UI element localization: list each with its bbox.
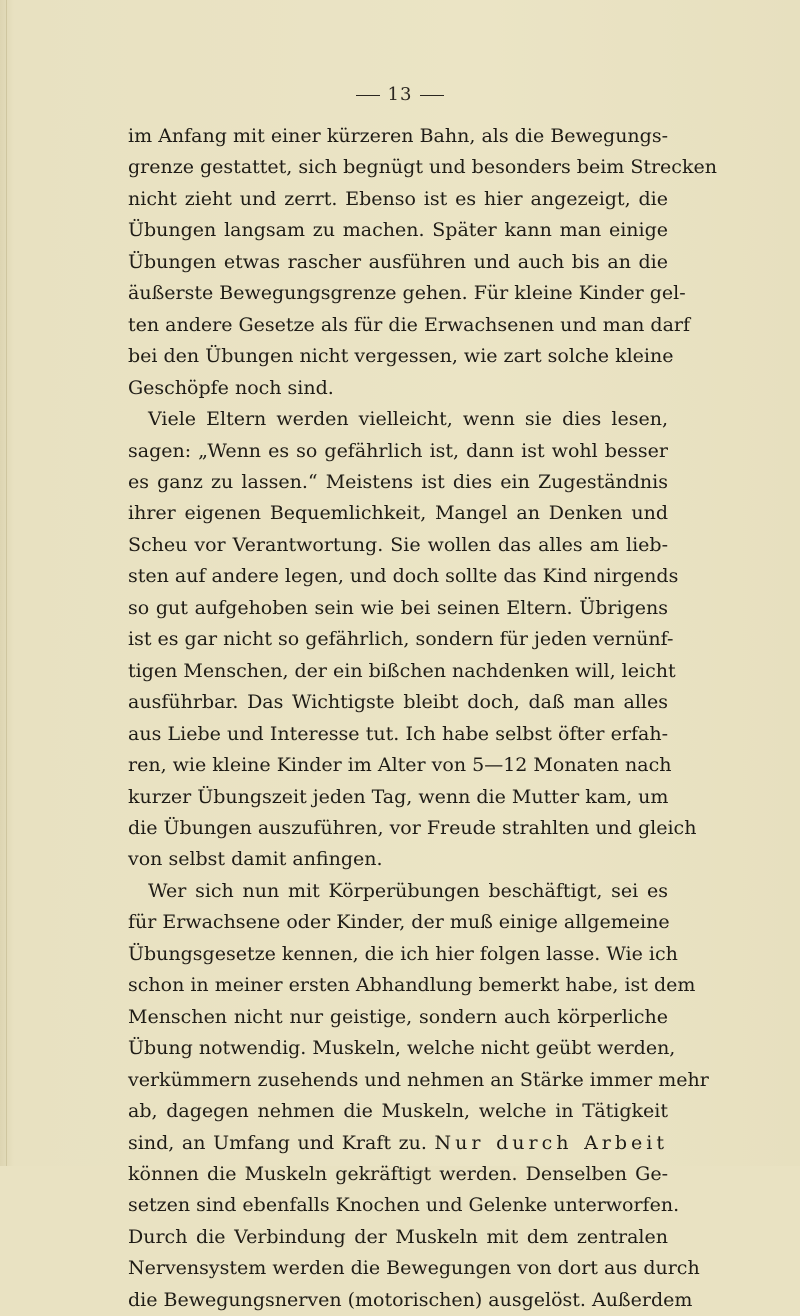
text-line: [128, 1002, 668, 1033]
text-line-content: Nervensystem werden die Bewegungen von dort aus durch: [128, 1257, 700, 1280]
text-line-content: kurzer Übungszeit jeden Tag, wenn die Mutter kam, um: [128, 785, 669, 808]
text-line: [128, 1285, 693, 1316]
text-line-content: ausführbar. Das Wichtigste bleibt doch, daß man alles: [128, 691, 668, 714]
header-dash-right: [420, 95, 444, 96]
text-line-content: für Erwachsene oder Kinder, der muß einige allgemeine: [128, 911, 670, 934]
text-line-content: ab, dagegen nehmen die Muskeln, welche in Tätigkeit: [128, 1100, 668, 1123]
text-line: [128, 970, 696, 1001]
text-line: [128, 813, 697, 844]
page-gutter-edge: [6, 0, 7, 1166]
text-line: [128, 278, 686, 309]
text-line-content: Übungsgesetze kennen, die ich hier folgen lasse. Wie ich: [128, 942, 678, 965]
text-line: [128, 561, 679, 592]
text-line: [128, 310, 691, 341]
text-line: [128, 939, 678, 970]
text-line: [128, 1065, 709, 1096]
text-line: [128, 750, 672, 781]
text-line-content: im Anfang mit einer kürzeren Bahn, als die Bewegungs-: [128, 125, 668, 147]
header-dash-left: [356, 95, 380, 96]
text-line: [128, 247, 668, 278]
text-line: [128, 1253, 700, 1284]
text-line: [128, 782, 668, 813]
text-line-content: Übungen langsam zu machen. Später kann man einige: [128, 219, 668, 242]
emphasized-text: Nur durch Arbeit: [434, 1131, 668, 1154]
text-line: [128, 1096, 668, 1127]
text-line: [128, 152, 717, 183]
text-line: [128, 121, 668, 152]
text-line-content: Geschöpfe noch sind.: [128, 376, 334, 399]
page-number: 13: [387, 84, 413, 105]
text-line-content: sind, an Umfang und Kraft zu.: [128, 1131, 427, 1154]
text-line-content: tigen Menschen, der ein bißchen nachdenken will, leicht: [128, 659, 676, 682]
text-line-content: äußerste Bewegungsgrenze gehen. Für kleine Kinder gel-: [128, 282, 686, 305]
text-line: [128, 404, 668, 435]
text-line: [128, 844, 668, 875]
text-line: [128, 1222, 668, 1253]
text-line-content: Menschen nicht nur geistige, sondern auch körperliche: [128, 1005, 668, 1028]
text-line-content: von selbst damit anfingen.: [128, 848, 383, 871]
text-line-content: ren, wie kleine Kinder im Alter von 5—12 Monaten nach: [128, 754, 672, 777]
text-line-content: können die Muskeln gekräftigt werden. Denselben Ge-: [128, 1162, 668, 1185]
text-line-content: Scheu vor Verantwortung. Sie wollen das alles am lieb-: [128, 533, 668, 556]
text-line-content: bei den Übungen nicht vergessen, wie zart solche kleine: [128, 345, 674, 368]
text-line: [128, 184, 668, 215]
text-line-content: es ganz zu lassen.“ Meistens ist dies ein Zugeständnis: [128, 470, 668, 493]
text-line-content: die Bewegungsnerven (motorischen) ausgelöst. Außerdem: [128, 1288, 693, 1311]
text-line: [128, 719, 668, 750]
text-line-content: Übung notwendig. Muskeln, welche nicht geübt werden,: [128, 1037, 676, 1060]
text-line: [128, 1033, 676, 1064]
text-line-content: Wer sich nun mit Körperübungen beschäftigt, sei es: [148, 879, 668, 902]
text-line-content: verkümmern zusehends und nehmen an Stärke immer mehr: [128, 1068, 709, 1091]
text-line: [128, 436, 668, 467]
text-line: [128, 341, 674, 372]
text-line-content: schon in meiner ersten Abhandlung bemerkt habe, ist dem: [128, 974, 696, 997]
text-line-content: Durch die Verbindung der Muskeln mit dem zentralen: [128, 1225, 668, 1248]
text-line: [128, 498, 668, 529]
text-line: [128, 1128, 668, 1159]
text-line-content: ihrer eigenen Bequemlichkeit, Mangel an Denken und: [128, 502, 668, 525]
text-line: [128, 467, 668, 498]
text-line-content: ten andere Gesetze als für die Erwachsenen und man darf: [128, 313, 691, 336]
text-line-content: aus Liebe und Interesse tut. Ich habe selbst öfter erfah-: [128, 722, 668, 745]
text-line-content: sagen: „Wenn es so gefährlich ist, dann ist wohl besser: [128, 439, 668, 462]
text-line: [128, 215, 668, 246]
text-line-content: grenze gestattet, sich begnügt und besonders beim Strecken: [128, 156, 717, 179]
text-line: [128, 593, 668, 624]
text-line: [128, 656, 676, 687]
text-line: [128, 1159, 668, 1190]
body-text: [128, 121, 717, 1316]
page-header: [0, 84, 800, 105]
text-line-content: nicht zieht und zerrt. Ebenso ist es hier angezeigt, die: [128, 187, 668, 210]
text-line-content: setzen sind ebenfalls Knochen und Gelenke unterworfen.: [128, 1194, 680, 1217]
text-line-content: sten auf andere legen, und doch sollte das Kind nirgends: [128, 565, 679, 588]
text-line-content: die Übungen auszuführen, vor Freude strahlten und gleich: [128, 816, 697, 839]
text-line: [128, 876, 668, 907]
text-line-content: Viele Eltern werden vielleicht, wenn sie dies lesen,: [148, 408, 668, 431]
text-line-content: Übungen etwas rascher ausführen und auch bis an die: [128, 250, 668, 273]
text-line: [128, 624, 674, 655]
text-line-content: ist es gar nicht so gefährlich, sondern für jeden vernünf-: [128, 628, 674, 651]
text-line-content: so gut aufgehoben sein wie bei seinen Eltern. Übrigens: [128, 596, 668, 619]
text-line: [128, 687, 668, 718]
text-line: [128, 907, 668, 938]
text-line: [128, 530, 668, 561]
text-line: [128, 1190, 680, 1221]
text-line: [128, 373, 668, 404]
